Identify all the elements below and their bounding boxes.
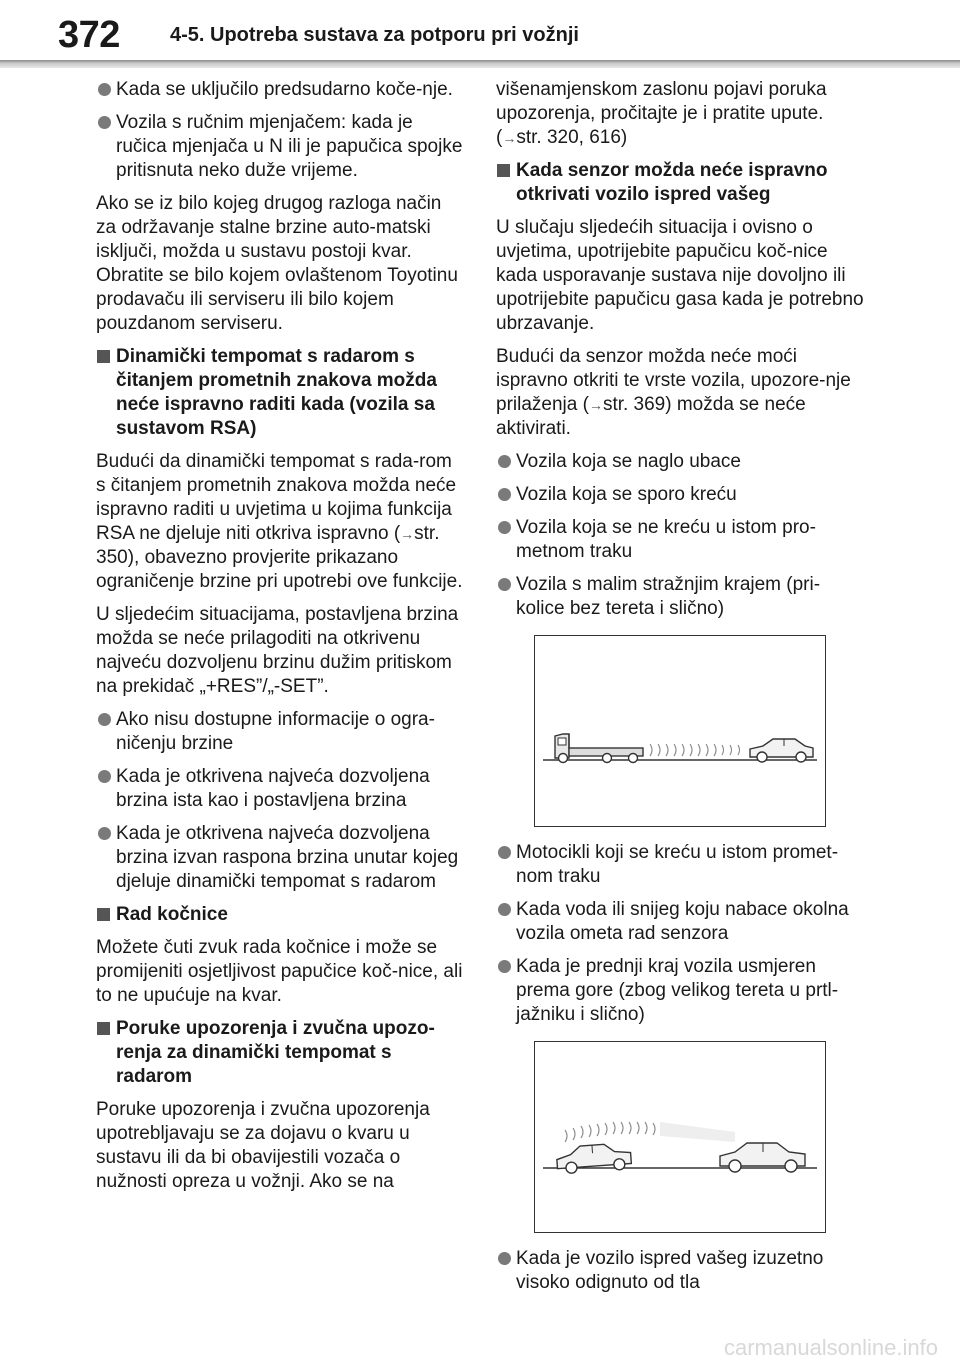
list-item: Kada je otkrivena najveća dozvoljena brzina ista kao i postavljena brzina [96, 765, 466, 813]
bullet-dot-icon [498, 455, 511, 468]
header-rule [0, 60, 960, 68]
bullet-dot-icon [498, 521, 511, 534]
bullet-dot-icon [498, 903, 511, 916]
trailer-and-car-drawing [535, 636, 825, 826]
raised-front-illustration [534, 1041, 826, 1233]
square-bullet-icon [97, 1022, 110, 1035]
bullet-dot-icon [498, 488, 511, 501]
watermark: carmanualsonline.info [723, 1335, 938, 1360]
paragraph: Budući da dinamički tempomat s rada-rom s čitanjem prometnih znakova možda neće ispravno raditi u uvjetima u kojima funkcija RSA ne djeluje niti otkriva ispravno (→str. 350), obavezno provjerite prikazano ograničenje brzine pri upotrebi ove funkcije. [96, 451, 463, 592]
subheading: Kada senzor možda neće ispravno otkrivati vozilo ispred vašeg [496, 159, 866, 207]
bullet-dot-icon [98, 116, 111, 129]
list-item: Kada je vozilo ispred vašeg izuzetno visoko odignuto od tla [496, 1247, 866, 1295]
arrow-right-icon: → [588, 397, 603, 413]
list-item: Kada se uključilo predsudarno koče-nje. [96, 78, 466, 102]
square-bullet-icon [97, 908, 110, 921]
list-item: Vozila koja se naglo ubace [496, 450, 866, 474]
list-item: Kada je otkrivena najveća dozvoljena brzina izvan raspona brzina unutar kojeg djeluje dinamički tempomat s radarom [96, 822, 466, 894]
paragraph: U sljedećim situacijama, postavljena brzina možda se neće prilagoditi na otkrivenu najveću dozvoljenu brzinu dužim pritiskom na prekidač „+RES”/„-SET”. [96, 604, 459, 697]
bullet-dot-icon [498, 960, 511, 973]
page-header [0, 0, 960, 70]
bullet-dot-icon [98, 770, 111, 783]
list-item: Vozila koja se ne kreću u istom pro-metnom traku [496, 516, 866, 564]
subheading: Dinamički tempomat s radarom s čitanjem prometnih znakova možda neće ispravno raditi kada (vozila sa sustavom RSA) [96, 345, 466, 441]
paragraph: Ako se iz bilo kojeg drugog razloga način za održavanje stalne brzine auto-matski isključi, možda u sustavu postoji kvar. Obratite se bilo kojem ovlaštenom Toyotinu prodavaču ili serviseru ili bilo kojem pouzdanom serviseru. [96, 193, 458, 334]
bullet-dot-icon [498, 1252, 511, 1265]
subheading: Rad kočnice [96, 903, 466, 927]
bullet-dot-icon [498, 846, 511, 859]
left-column [96, 78, 466, 1203]
paragraph: Poruke upozorenja i zvučna upozorenja upotrebljavaju se za dojavu o kvaru u sustavu ili da bi obavijestili vozača o nužnosti opreza u vožnji. Ako se na [96, 1099, 430, 1192]
paragraph: Budući da senzor možda neće moći ispravno otkriti te vrste vozila, upozore-nje prilaženja (→str. 369) možda se neće aktivirati. [496, 346, 851, 439]
paragraph: višenamjenskom zaslonu pojavi poruka upozorenja, pročitajte je i pratite upute. (→str. 320, 616) [496, 79, 827, 148]
bullet-dot-icon [498, 578, 511, 591]
list-item: Vozila koja se sporo kreću [496, 483, 866, 507]
two-cars-drawing [535, 1042, 825, 1232]
list-item: Ako nisu dostupne informacije o ogra-ničenju brzine [96, 708, 466, 756]
list-item: Kada voda ili snijeg koju nabace okolna vozila ometa rad senzora [496, 898, 866, 946]
list-item: Vozila s malim stražnjim krajem (pri-kolice bez tereta i slično) [496, 573, 866, 621]
bullet-dot-icon [98, 713, 111, 726]
square-bullet-icon [97, 350, 110, 363]
list-item: Kada je prednji kraj vozila usmjeren prema gore (zbog velikog tereta u prtl-jažniku i slično) [496, 955, 866, 1027]
paragraph: U slučaju sljedećih situacija i ovisno o uvjetima, upotrijebite papučicu koč-nice kada usporavanje sustava nije dovoljno ili upotrijebite papučicu gasa kada je potrebno ubrzavanje. [496, 217, 864, 334]
paragraph: Možete čuti zvuk rada kočnice i može se promijeniti osjetljivost papučice koč-nice, ali to ne upućuje na kvar. [96, 937, 463, 1006]
arrow-right-icon: → [400, 526, 415, 542]
page-number: 372 [58, 14, 120, 56]
list-item: Motocikli koji se kreću u istom promet-nom traku [496, 841, 866, 889]
list-item: Vozila s ručnim mjenjačem: kada je ručica mjenjača u N ili je papučica spojke pritisnuta neko duže vrijeme. [96, 111, 466, 183]
right-column [496, 78, 866, 1304]
square-bullet-icon [497, 164, 510, 177]
trailer-illustration [534, 635, 826, 827]
section-title: 4-5. Upotreba sustava za potporu pri vožnji [170, 24, 579, 46]
subheading: Poruke upozorenja i zvučna upozo-renja za dinamički tempomat s radarom [96, 1017, 466, 1089]
bullet-dot-icon [98, 827, 111, 840]
bullet-dot-icon [98, 83, 111, 96]
arrow-right-icon: → [502, 130, 517, 146]
